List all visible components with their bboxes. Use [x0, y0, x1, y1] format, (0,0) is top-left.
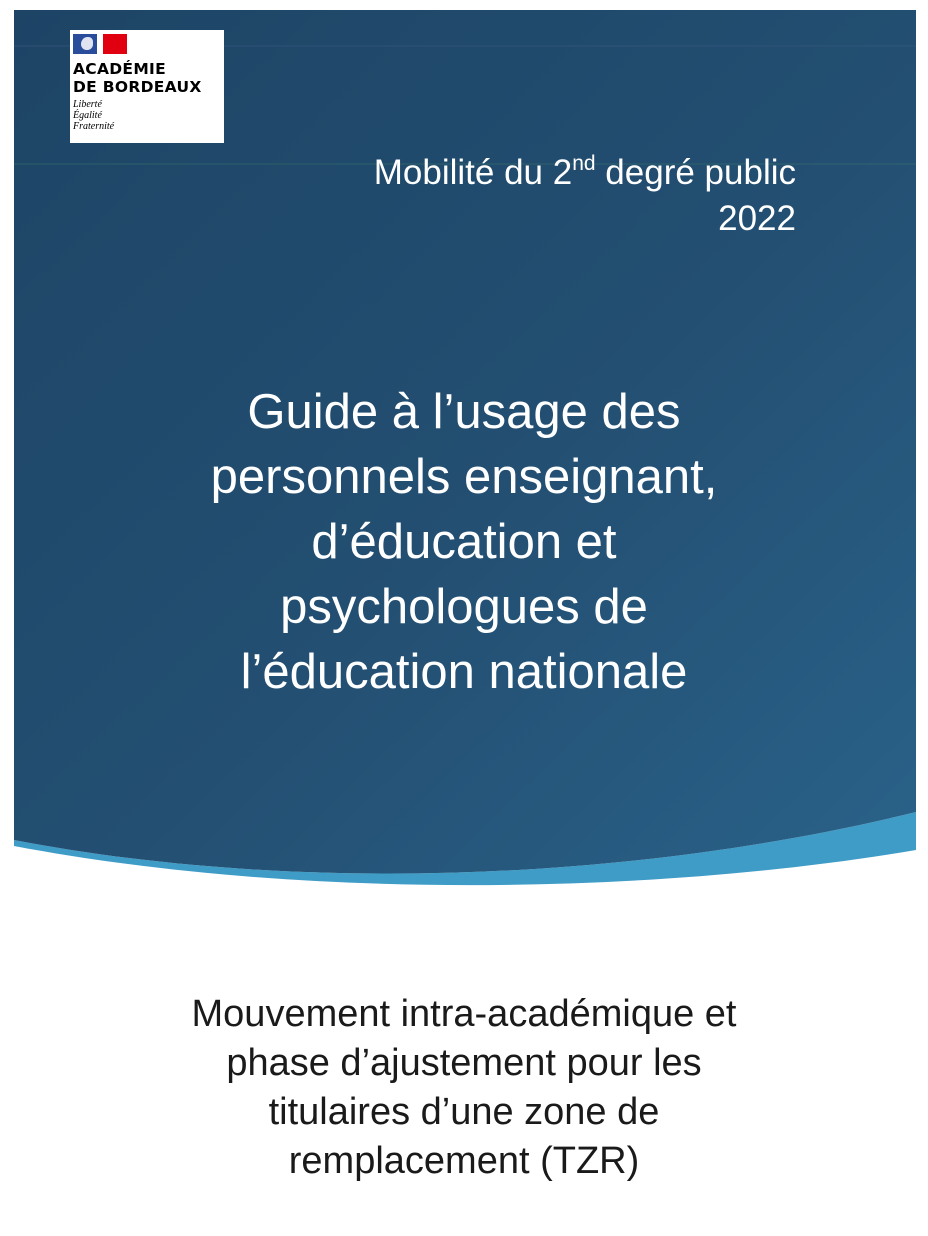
main-title-line: personnels enseignant, [210, 450, 718, 504]
topic-line: titulaires d’une zone de [268, 1091, 660, 1133]
subtitle-line: Mobilité du 2nd degré public [373, 152, 796, 192]
motto-liberte: Liberté [73, 99, 102, 110]
topic-line: remplacement (TZR) [288, 1140, 640, 1182]
document-topic [0, 990, 928, 1186]
logo-name-line2: DE BORDEAUX [73, 78, 202, 96]
motto-egalite: Égalité [73, 110, 102, 121]
academie-logo [70, 30, 224, 143]
motto-fraternite: Fraternité [73, 121, 115, 132]
main-title-line: l’éducation nationale [240, 645, 688, 699]
logo-name-line1: ACADÉMIE [73, 60, 167, 78]
ordinal-suffix: nd [572, 152, 596, 175]
main-title-line: d’éducation et [311, 515, 617, 569]
topic-line: Mouvement intra-académique et [191, 993, 737, 1035]
subtitle-year: 2022 [718, 199, 796, 238]
cover-subtitle [374, 150, 796, 242]
topic-line: phase d’ajustement pour les [226, 1042, 702, 1084]
logo-motto [73, 99, 220, 132]
main-title-line: psychologues de [280, 580, 648, 634]
main-title [0, 380, 928, 705]
main-title-line: Guide à l’usage des [247, 385, 681, 439]
marianne-flag-icon [73, 34, 127, 54]
